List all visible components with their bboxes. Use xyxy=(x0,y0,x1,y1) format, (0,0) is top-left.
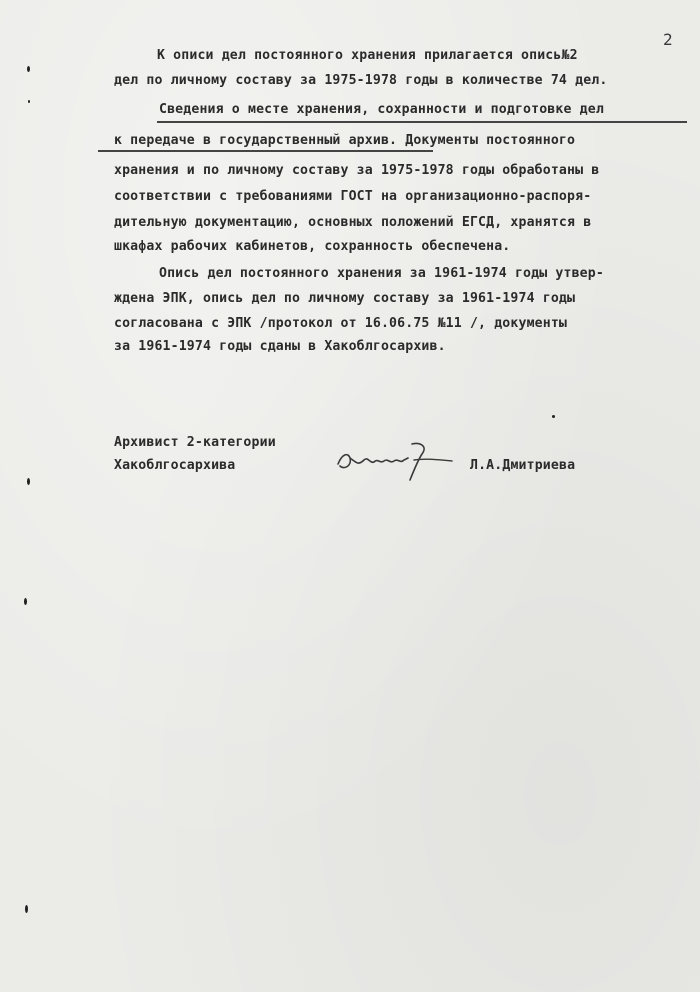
scan-speck xyxy=(24,598,27,605)
text-line-11: согласована с ЭПК /протокол от 16.06.75 №11 /, документы xyxy=(114,316,568,331)
text-line-1: К описи дел постоянного хранения прилагается опись№2 xyxy=(157,48,578,63)
underline-1 xyxy=(157,121,687,123)
handwritten-signature xyxy=(334,436,454,484)
text-line-10: ждена ЭПК, опись дел по личному составу за 1961-1974 годы xyxy=(114,291,576,306)
scan-speck xyxy=(27,66,30,72)
signatory-name: Л.А.Дмитриева xyxy=(470,458,576,473)
text-line-7: дительную документацию, основных положений ЕГСД, хранятся в xyxy=(114,215,592,230)
text-line-5: хранения и по личному составу за 1975-1978 годы обработаны в xyxy=(114,163,600,178)
scan-speck xyxy=(27,478,30,485)
text-line-8: шкафах рабочих кабинетов, сохранность обеспечена. xyxy=(114,239,511,254)
scan-speck xyxy=(25,905,28,913)
text-line-4: к передаче в государственный архив. Документы постоянного xyxy=(114,133,576,148)
position-title-line-1: Архивист 2-категории xyxy=(114,435,276,450)
text-line-3: Сведения о месте хранения, сохранности и подготовке дел xyxy=(159,102,604,117)
text-line-6: соответствии с требованиями ГОСТ на организационно-распоря- xyxy=(114,189,592,204)
scan-speck xyxy=(28,100,30,103)
text-line-9: Опись дел постоянного хранения за 1961-1974 годы утвер- xyxy=(159,266,604,281)
position-title-line-2: Хакоблгосархива xyxy=(114,458,236,473)
scan-speck xyxy=(552,415,555,418)
page-number: 2 xyxy=(663,30,673,49)
text-line-2: дел по личному составу за 1975-1978 годы в количестве 74 дел. xyxy=(114,73,608,88)
text-line-12: за 1961-1974 годы сданы в Хакоблгосархив. xyxy=(114,339,446,354)
underline-2 xyxy=(98,150,433,152)
